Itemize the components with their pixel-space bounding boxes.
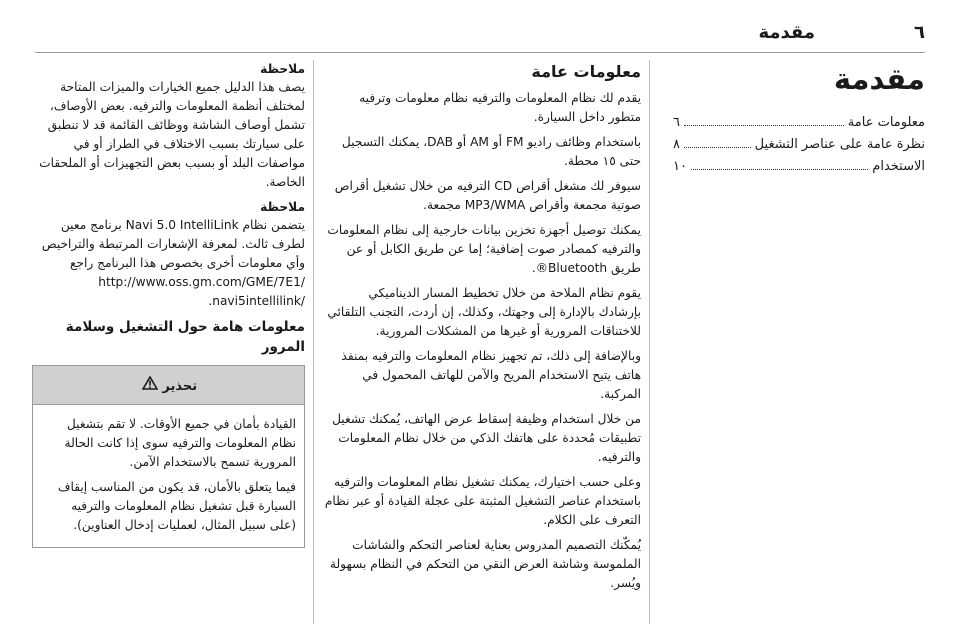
body-paragraph: باستخدام وظائف راديو FM أو AM أو DAB، يمكنك التسجيل حتى ١٥ محطة. — [341, 135, 641, 168]
warning-paragraph: فيما يتعلق بالأمان، قد يكون من المناسب إيقاف السيارة قبل تشغيل نظام المعلومات والترفيه (على سبيل المثال، لعمليات إدخال العناوين). — [57, 480, 296, 532]
toc-entry-label: نظرة عامة على عناصر التشغيل — [754, 137, 925, 152]
toc-leader-dots — [684, 146, 751, 148]
body-paragraph: يقوم نظام الملاحة من خلال تخطيط المسار الديناميكي بإرشادك بالإدارة إلى وجهتك، وكذلك، إن أردت، التجنب التلقائي للاختناقات المرورية أو غيرها من المشكلات المرورية. — [327, 286, 641, 338]
toc-entry[interactable] — [673, 112, 925, 134]
warning-title: تحذير — [162, 379, 198, 394]
note-title: ملاحظة — [260, 200, 305, 214]
note-title: ملاحظة — [260, 62, 305, 76]
page-header — [35, 22, 925, 46]
warning-body — [33, 405, 304, 547]
body-paragraph: وعلى حسب اختيارك، يمكنك تشغيل نظام المعلومات والترفيه باستخدام عناصر التشغيل المثبتة على عجلة القيادة أو عبر نظام التعرف على الكلام. — [324, 475, 641, 527]
body-paragraph: وبالإضافة إلى ذلك، تم تجهيز نظام المعلومات والترفيه بمنفذ هاتف يتيح الاستخدام المريح والآمن للهاتف المحمول في المركبة. — [341, 349, 641, 401]
note-text: يتضمن نظام Navi 5.0 IntelliLink برنامج معين لطرف ثالث. لمعرفة الإشعارات المرتبطة والتراخيص وأي معلومات أخرى بخصوص هذا البرنامج راجع — [41, 218, 305, 270]
page-number: ٦ — [914, 22, 925, 43]
license-url-link-continuation[interactable]: .navi5intellilink/ — [208, 294, 305, 308]
toc-entry[interactable] — [673, 134, 925, 156]
toc-entry-label: الاستخدام — [872, 159, 925, 174]
body-paragraph: سيوفر لك مشغل أقراص CD الترفيه من خلال تشغيل أقراص صوتية مجمعة وأقراص MP3/WMA مجمعة. — [334, 179, 641, 212]
body-paragraph: يقدم لك نظام المعلومات والترفيه نظام معلومات وترفيه متطور داخل السيارة. — [359, 91, 641, 124]
toc-column — [673, 60, 925, 624]
section-title: معلومات عامة — [531, 62, 641, 81]
toc-entry-page: ٨ — [673, 137, 680, 152]
chapter-title: مقدمة — [833, 62, 925, 96]
warning-header — [33, 366, 304, 405]
notes-column — [32, 60, 314, 624]
warning-box — [32, 365, 305, 548]
general-info-column — [324, 60, 650, 624]
body-paragraph: يُمكّنك التصميم المدروس بعناية لعناصر التحكم والشاشات الملموسة وشاشة العرض النقي من التحكم في النظام بسهولة ويُسر. — [329, 538, 641, 590]
toc-entry-page: ١٠ — [673, 159, 687, 174]
toc-leader-dots — [684, 124, 844, 126]
note-text: يصف هذا الدليل جميع الخيارات والميزات المتاحة لمختلف أنظمة المعلومات والترفيه. بعض الأوصاف، تشمل أوصاف الشاشة ووظائف القائمة قد لا تنطبق على سيارتك بسبب الاختلاف في الطراز أو في مواصفات البلد أو بسبب بعض التجهيزات أو الملحقات الخاصة. — [39, 80, 305, 189]
warning-paragraph: القيادة بأمان في جميع الأوقات. لا تقم بتشغيل نظام المعلومات والترفيه سوى إذا كانت الحالة المرورية تسمح بالاستخدام الآمن. — [64, 417, 296, 469]
toc-entry-page: ٦ — [673, 115, 680, 130]
warning-triangle-icon — [142, 376, 158, 394]
toc-entry-label: معلومات عامة — [847, 115, 925, 130]
header-divider — [35, 52, 925, 53]
toc-leader-dots — [691, 168, 868, 170]
running-title: مقدمة — [758, 22, 815, 43]
license-url-link[interactable]: http://www.oss.gm.com/GME/7E1/ — [98, 275, 305, 289]
subsection-title: معلومات هامة حول التشغيل وسلامة المرور — [65, 319, 305, 355]
body-paragraph: يمكنك توصيل أجهزة تخزين بيانات خارجية إلى نظام المعلومات والترفيه كمصادر صوت إضافية؛ إما عن طريق الكابل أو عن طريق Bluetooth®. — [327, 223, 641, 275]
toc-entry[interactable] — [673, 156, 925, 178]
body-paragraph: من خلال استخدام وظيفة إسقاط عرض الهاتف، يُمكنك تشغيل تطبيقات مُحددة على هاتفك الذكي من خلال نظام المعلومات والترفيه. — [332, 412, 641, 464]
